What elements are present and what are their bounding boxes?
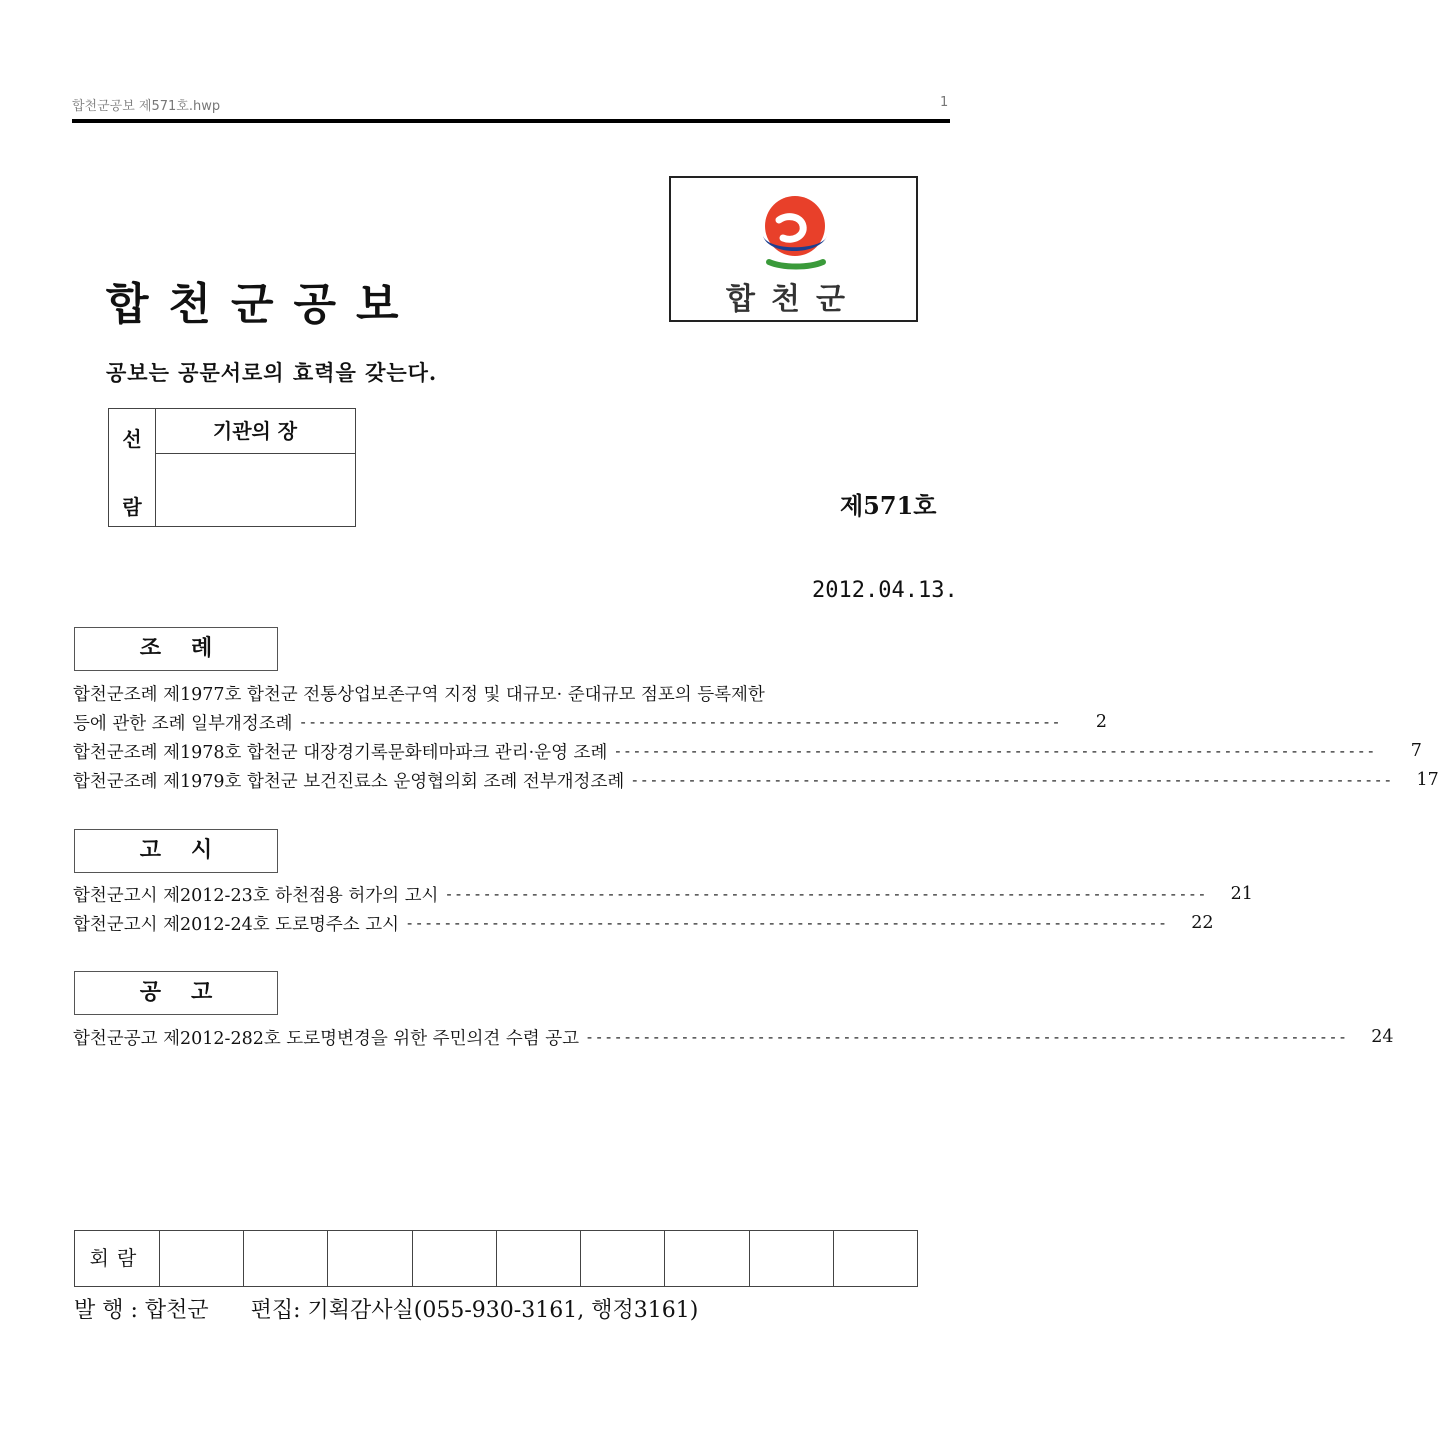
toc-item-page: 22 (1191, 913, 1214, 933)
page-title: 합천군공보 (106, 279, 419, 330)
file-name: 합천군공보 제571호.hwp (72, 99, 221, 114)
circulation-cell (834, 1231, 917, 1286)
toc-item-page: 21 (1230, 884, 1253, 904)
county-emblem-icon (753, 190, 837, 276)
approval-side-bottom: 람 (122, 495, 142, 519)
toc-item-page: 17 (1416, 770, 1439, 790)
leader-dots: -------------------------------------------------------------------------------- (613, 742, 1376, 760)
section-heading-notice: 고시 (74, 829, 278, 873)
circulation-cell (665, 1231, 749, 1286)
toc-item-page: 2 (1095, 712, 1108, 732)
editor-label: 편집: 기획감사실(055-930-3161, 행정3161) (250, 1298, 699, 1323)
circulation-cell (750, 1231, 834, 1286)
toc-item-text: 합천군조례 제1978호 합천군 대장경기록문화테마파크 관리·운영 조례 (73, 742, 608, 763)
toc-item-text: 등에 관한 조례 일부개정조례 (73, 713, 293, 734)
toc-item-text: 합천군고시 제2012-24호 도로명주소 고시 (73, 914, 400, 935)
toc-item[interactable] (73, 1023, 1394, 1051)
circulation-cell (497, 1231, 581, 1286)
leader-dots: -------------------------------------------------------------------------------- (298, 713, 1062, 731)
issue-date: 2012.04.13. (812, 578, 958, 603)
toc-item-text: 합천군고시 제2012-23호 하천점용 허가의 고시 (73, 885, 439, 906)
leader-dots: -------------------------------------------------------------------------------- (630, 771, 1393, 789)
header-rule (72, 119, 950, 123)
leader-dots: -------------------------------------------------------------------------------- (585, 1028, 1348, 1046)
section-heading-ordinance: 조례 (74, 627, 278, 671)
toc-item[interactable] (73, 880, 1253, 908)
circulation-label: 회람 (75, 1231, 160, 1286)
toc-item-page: 7 (1410, 741, 1422, 761)
publisher-label: 발 행 : 합천군 (74, 1298, 209, 1323)
circulation-cell (413, 1231, 497, 1286)
circulation-cell (244, 1231, 328, 1286)
toc-item[interactable] (73, 679, 950, 707)
toc-item[interactable] (73, 909, 1214, 937)
publisher-line (74, 1293, 698, 1324)
county-logo (669, 176, 918, 322)
approval-box (108, 408, 356, 527)
logo-text: 합천군 (726, 282, 861, 317)
circulation-cell (581, 1231, 665, 1286)
toc-item-page: 24 (1371, 1027, 1394, 1047)
leader-dots: -------------------------------------------------------------------------------- (444, 885, 1207, 903)
circulation-table (74, 1230, 918, 1287)
section-heading-announcement: 공고 (74, 971, 278, 1015)
issue-number: 제571호 (840, 491, 937, 520)
approval-side-top: 선 (122, 427, 142, 451)
circulation-cell (328, 1231, 412, 1286)
subtitle: 공보는 공문서로의 효력을 갖는다. (106, 360, 438, 385)
approval-head: 기관의 장 (155, 409, 355, 454)
circulation-cell (160, 1231, 244, 1286)
leader-dots: -------------------------------------------------------------------------------- (405, 914, 1168, 932)
toc-item-text: 합천군공고 제2012-282호 도로명변경을 위한 주민의견 수렴 공고 (73, 1028, 580, 1049)
toc-item-text: 합천군조례 제1979호 합천군 보건진료소 운영협의회 조례 전부개정조례 (73, 771, 625, 792)
toc-item-text: 합천군조례 제1977호 합천군 전통상업보존구역 지정 및 대규모· 준대규모 점포의 등록제한 (73, 684, 765, 705)
toc-item[interactable] (73, 737, 1422, 765)
toc-item[interactable] (73, 708, 1108, 736)
toc-item[interactable] (73, 766, 1439, 794)
page-number: 1 (940, 95, 949, 110)
